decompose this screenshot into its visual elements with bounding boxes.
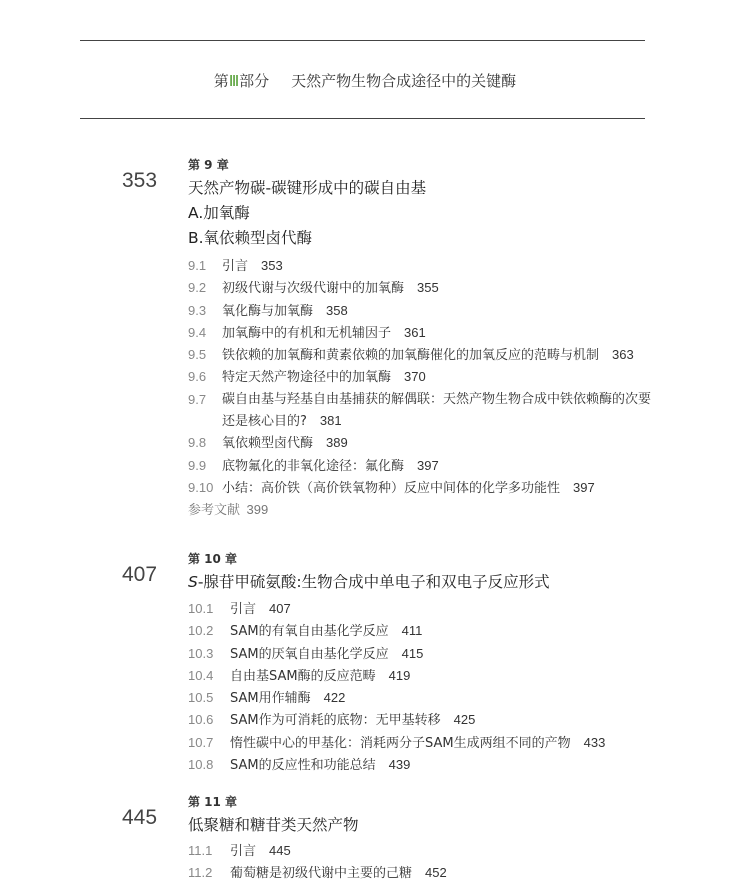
section-entry[interactable] [188,709,658,731]
section-entry[interactable] [188,455,658,477]
section-page: 419 [388,667,411,683]
chapter-title-line[interactable] [188,201,250,223]
section-number: 9.4 [188,324,207,340]
chapter-title-line[interactable] [188,176,426,198]
section-entry[interactable] [188,643,658,665]
chapter-title-italic: S [188,573,198,591]
section-title: 惰性碳中心的甲基化：消耗两分子SAM生成两组不同的产物 [230,735,571,751]
section-entry[interactable] [188,732,658,754]
part-suffix: 部分 [239,72,270,90]
chapter-page-number[interactable]: 445 [122,806,158,829]
section-page: 445 [269,843,291,858]
section-number: 9.10 [188,479,214,495]
section-entry[interactable] [188,344,658,366]
section-title: 引言 [230,602,257,617]
references-entry[interactable] [188,499,658,521]
section-entry[interactable] [188,477,658,499]
chapter-title-text: A.加氧酶 [188,204,250,222]
section-number: 10.1 [188,601,214,616]
part-roman-numeral: Ⅲ [228,72,240,90]
section-title: 氧化酶与加氧酶 [222,303,314,319]
section-number: 9.8 [188,435,207,451]
section-page: 389 [326,435,348,451]
section-page: 370 [404,369,426,385]
references-page: 399 [246,502,269,518]
section-title: 特定天然产物途径中的加氧酶 [222,370,392,386]
chapter-label: 第 9 章 [188,158,229,172]
section-entry[interactable] [188,366,658,388]
section-entry[interactable] [188,255,658,277]
bottom-rule [80,118,645,119]
section-entry[interactable] [188,277,658,299]
section-entry[interactable] [188,432,658,454]
section-entry[interactable] [188,687,658,709]
chapter-title-text: 天然产物碳-碳键形成中的碳自由基 [188,179,427,197]
section-number: 9.6 [188,369,207,385]
section-page: 355 [417,280,439,296]
section-page: 422 [323,690,346,706]
chapter-page-number[interactable]: 407 [122,563,158,586]
section-page: 415 [401,645,424,661]
section-number: 9.2 [188,280,207,296]
section-entry[interactable] [188,620,658,642]
section-title: 底物氟化的非氧化途径：氟化酶 [222,458,405,474]
section-title: 引言 [222,259,249,274]
references-label: 参考文献 [188,503,241,519]
section-title: 加氧酶中的有机和无机辅因子 [222,325,392,341]
chapter-title-text: -腺苷甲硫氨酸:生物合成中单电子和双电子反应形式 [197,573,550,591]
section-title: 小结：高价铁（高价铁氧物种）反应中间体的化学多功能性 [222,480,561,496]
section-page: 397 [573,479,595,495]
section-number: 9.1 [188,258,207,273]
part-header [0,70,730,91]
section-page: 452 [425,865,447,881]
section-entry[interactable] [188,754,658,776]
section-entry[interactable] [188,862,658,884]
section-entry[interactable] [188,840,658,862]
section-number: 11.2 [188,865,213,881]
section-title: SAM的反应性和功能总结 [230,758,376,774]
chapter-title-line[interactable] [188,226,312,248]
section-page: 358 [326,302,348,318]
section-number: 9.3 [188,302,207,318]
part-title: 天然产物生物合成途径中的关键酶 [291,72,517,90]
section-list [188,255,658,522]
section-title: 氧依赖型卤代酶 [222,436,314,452]
section-entry[interactable] [188,389,658,433]
section-number: 11.1 [188,843,213,858]
section-page: 433 [583,734,606,750]
section-number: 9.7 [188,391,207,407]
section-page: 353 [261,258,283,273]
section-page: 407 [269,601,291,616]
chapter-title-text: B.氧依赖型卤代酶 [188,229,313,247]
section-entry[interactable] [188,665,658,687]
section-page: 425 [453,712,476,728]
section-title: SAM的有氧自由基化学反应 [230,624,389,640]
chapter-label: 第 10 章 [188,552,238,566]
section-title: 碳自由基与羟基自由基捕获的解偶联：天然产物生物合成中铁依赖酶的次要还是核心目的? [222,391,652,430]
section-entry[interactable] [188,322,658,344]
section-page: 411 [401,623,423,639]
section-number: 10.2 [188,623,214,639]
section-list [188,598,658,776]
section-number: 10.7 [188,734,214,750]
section-title: 自由基SAM酶的反应范畴 [230,668,376,684]
section-number: 10.4 [188,667,214,683]
section-entry[interactable] [188,598,658,620]
section-title: 初级代谢与次级代谢中的加氧酶 [222,281,405,297]
chapter-title-line[interactable] [188,570,550,592]
section-page: 361 [404,324,426,340]
section-title: 葡萄糖是初级代谢中主要的己糖 [230,866,413,882]
section-page: 397 [417,457,439,473]
section-number: 10.8 [188,757,214,773]
section-title: 铁依赖的加氧酶和黄素依赖的加氧酶催化的加氧反应的范畴与机制 [222,348,600,364]
section-entry[interactable] [188,300,658,322]
section-page: 381 [319,413,342,429]
section-title: 引言 [230,844,257,859]
section-title: SAM作为可消耗的底物：无甲基转移 [230,713,441,729]
chapter-title-line[interactable] [188,813,359,835]
section-page: 363 [612,347,634,363]
part-prefix: 第 [213,72,229,90]
section-title: SAM的厌氧自由基化学反应 [230,646,389,662]
section-page: 439 [388,757,411,773]
section-number: 10.3 [188,645,214,661]
section-number: 10.6 [188,712,214,728]
section-title: SAM用作辅酶 [230,691,311,707]
section-number: 10.5 [188,690,214,706]
section-number: 9.5 [188,347,207,363]
section-number: 9.9 [188,457,207,473]
chapter-label: 第 11 章 [188,795,238,809]
section-list [188,840,658,885]
chapter-title-text: 低聚糖和糖苷类天然产物 [188,816,359,834]
chapter-page-number[interactable]: 353 [122,169,158,192]
top-rule [80,40,645,41]
